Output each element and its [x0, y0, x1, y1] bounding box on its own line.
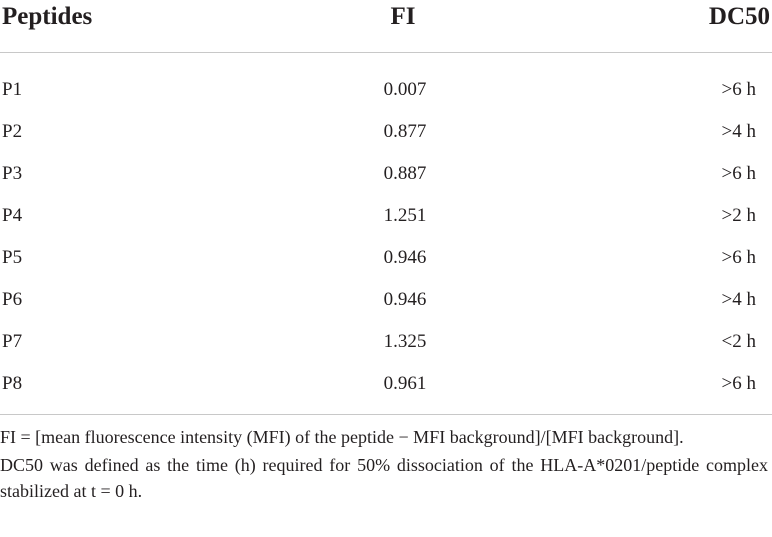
table-row	[0, 111, 772, 153]
cell-peptide: P4	[2, 205, 23, 226]
cell-fi: 0.887	[383, 163, 427, 184]
table-row	[0, 279, 772, 321]
cell-peptide: P1	[2, 79, 23, 100]
cell-fi: 0.946	[383, 289, 427, 310]
cell-peptide: P8	[2, 373, 23, 394]
cell-fi: 1.251	[383, 205, 427, 226]
table-footnotes	[0, 424, 768, 506]
table-body	[0, 53, 772, 405]
table-row	[0, 69, 772, 111]
cell-dc50: >6 h	[721, 247, 756, 268]
cell-dc50: >6 h	[721, 373, 756, 394]
cell-peptide: P5	[2, 247, 23, 268]
table-row	[0, 237, 772, 279]
table-row	[0, 321, 772, 363]
cell-dc50: >4 h	[721, 289, 756, 310]
cell-dc50: >4 h	[721, 121, 756, 142]
header-peptides: Peptides	[2, 3, 93, 30]
cell-fi: 1.325	[383, 331, 427, 352]
footnote-dc50-definition: DC50 was defined as the time (h) required for 50% dissociation of the HLA-A*0201/peptide complex stabilized at t = 0 h.	[0, 455, 768, 501]
cell-fi: 0.877	[383, 121, 427, 142]
table-row	[0, 363, 772, 405]
table-row	[0, 195, 772, 237]
cell-dc50: >6 h	[721, 163, 756, 184]
cell-peptide: P2	[2, 121, 23, 142]
cell-fi: 0.961	[383, 373, 427, 394]
cell-peptide: P6	[2, 289, 23, 310]
header-dc50: DC50	[708, 3, 770, 30]
cell-dc50: >2 h	[721, 205, 756, 226]
cell-peptide: P7	[2, 331, 23, 352]
table-header-row	[0, 0, 772, 53]
footnote-fi-definition: FI = [mean fluorescence intensity (MFI) of the peptide − MFI background]/[MFI background].	[0, 427, 684, 447]
cell-peptide: P3	[2, 163, 23, 184]
cell-fi: 0.007	[383, 79, 427, 100]
table-bottom-rule	[0, 414, 772, 415]
cell-dc50: <2 h	[721, 331, 756, 352]
header-fi: FI	[390, 3, 416, 30]
table-row	[0, 153, 772, 195]
cell-dc50: >6 h	[721, 79, 756, 100]
cell-fi: 0.946	[383, 247, 427, 268]
